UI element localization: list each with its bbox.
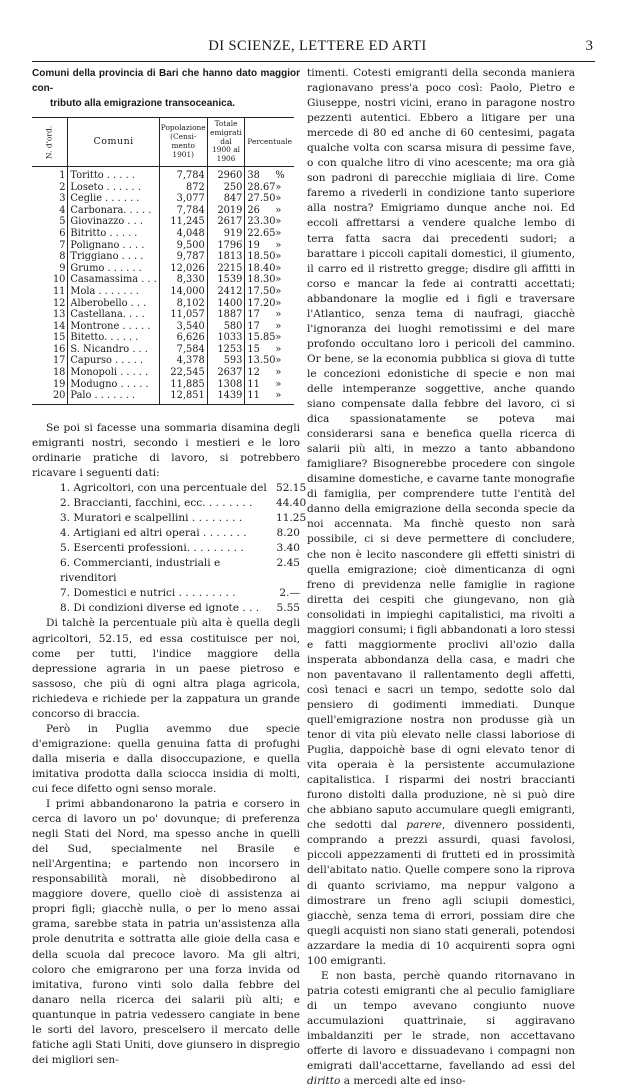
table-row	[32, 379, 294, 391]
occupation-list	[32, 481, 307, 616]
emigration-table	[32, 117, 294, 405]
row-comune: Palo . . . . . . .	[68, 390, 159, 404]
row-number: 6	[32, 228, 68, 240]
list-item: 3. Muratori e scalpellini . . . . . . . . 11.25	[60, 512, 307, 525]
row-number: 2	[32, 182, 68, 194]
list-item: 5. Esercenti professioni. . . . . . . . . 3.40	[60, 542, 300, 555]
row-percentage: 22.65»	[247, 227, 282, 239]
row-percentage: 26 »	[247, 204, 282, 216]
row-emigrants: 2215	[207, 263, 245, 275]
table-row	[32, 321, 294, 333]
row-number: 18	[32, 367, 68, 379]
row-percentage: 38 %	[247, 169, 285, 181]
row-emigrants: 580	[207, 321, 245, 333]
row-population: 872	[159, 182, 207, 194]
row-emigrants: 2960	[207, 166, 245, 181]
row-population: 12,851	[159, 390, 207, 404]
row-population: 7,584	[159, 344, 207, 356]
table-caption-line-1: Comuni della provincia di Bari che hanno dato maggior con-	[32, 68, 300, 94]
row-comune: Giovinazzo . . .	[68, 216, 159, 228]
row-population: 4,048	[159, 228, 207, 240]
table-row	[32, 182, 294, 194]
row-number: 14	[32, 321, 68, 333]
left-column	[32, 66, 307, 1068]
right-column	[307, 66, 575, 1089]
table-row	[32, 344, 294, 356]
row-emigrants: 1439	[207, 390, 245, 404]
row-number: 16	[32, 344, 68, 356]
row-percentage: 11 »	[247, 378, 282, 390]
row-percentage: 15 »	[247, 343, 282, 355]
row-population: 12,026	[159, 263, 207, 275]
row-comune: Polignano . . . .	[68, 240, 159, 252]
row-comune: Grumo . . . . . .	[68, 263, 159, 275]
col-header-emigrants: Totale emigrati dal 1900 al 1906	[207, 118, 245, 167]
row-comune: Castellana. . . .	[68, 309, 159, 321]
col-header-percentage: Percentuale	[245, 118, 294, 167]
row-population: 6,626	[159, 332, 207, 344]
row-comune: Triggiano . . . .	[68, 251, 159, 263]
row-emigrants: 2019	[207, 205, 245, 217]
row-emigrants: 1400	[207, 298, 245, 310]
row-number: 15	[32, 332, 68, 344]
row-emigrants: 2412	[207, 286, 245, 298]
row-comune: Toritto . . . . .	[68, 166, 159, 181]
row-number: 17	[32, 355, 68, 367]
table-row	[32, 274, 294, 286]
row-comune: Bitetto. . . . . .	[68, 332, 159, 344]
row-population: 14,000	[159, 286, 207, 298]
row-number: 8	[32, 251, 68, 263]
row-emigrants: 1033	[207, 332, 245, 344]
row-number: 11	[32, 286, 68, 298]
row-population: 3,540	[159, 321, 207, 333]
table-caption-line-2: tributo alla emigrazione transoceanica.	[50, 98, 236, 109]
table-row	[32, 240, 294, 252]
row-comune: S. Nicandro . . .	[68, 344, 159, 356]
row-comune: Monopoli . . . . .	[68, 367, 159, 379]
running-title: DI SCIENZE, LETTERE ED ARTI	[208, 38, 427, 54]
row-percentage: 13.50»	[247, 355, 282, 367]
row-number: 13	[32, 309, 68, 321]
row-number: 7	[32, 240, 68, 252]
left-paragraph-1: Se poi si facesse una sommaria disamina degli emigranti nostri, secondo i mestieri e le loro ordinarie pratiche di lavoro, si potrebbero ricavare i seguenti dati:	[32, 421, 300, 479]
row-emigrants: 2617	[207, 216, 245, 228]
row-number: 1	[32, 166, 68, 181]
row-percentage: 17.50»	[247, 285, 282, 297]
row-emigrants: 250	[207, 182, 245, 194]
row-population: 8,102	[159, 298, 207, 310]
row-number: 4	[32, 205, 68, 217]
page-number: 3	[585, 38, 593, 54]
row-emigrants: 593	[207, 355, 245, 367]
table-header-row	[32, 118, 294, 167]
table-body	[32, 166, 294, 404]
row-population: 11,057	[159, 309, 207, 321]
table-row	[32, 263, 294, 275]
row-percentage: 17.20»	[247, 297, 282, 309]
left-paragraph-2: Di talchè la percentuale più alta è quella degli agricoltori, 52.15, ed essa costituisce per noi, come per tutti, l'indice maggiore della depressione agraria in un paese pietroso e sassoso, che più di ogni altra plaga agricola, richiedeva e richiede per la zappatura un grande concorso di braccia.	[32, 617, 300, 720]
row-number: 19	[32, 379, 68, 391]
row-number: 5	[32, 216, 68, 228]
list-item: 6. Commercianti, industriali e rivenditori 2.45	[60, 557, 300, 585]
col-header-population: Popolazione (Censi- mento 1901)	[159, 118, 207, 167]
table-row	[32, 205, 294, 217]
table-row	[32, 193, 294, 205]
list-item: 7. Domestici e nutrici . . . . . . . . . 2.—	[60, 587, 300, 600]
row-comune: Mola . . . . . . .	[68, 286, 159, 298]
row-comune: Casamassima . . .	[68, 274, 159, 286]
row-population: 8,330	[159, 274, 207, 286]
row-number: 9	[32, 263, 68, 275]
col-header-comuni: Comuni	[68, 118, 159, 167]
table-row	[32, 298, 294, 310]
list-item: 8. Di condizioni diverse ed ignote . . . 5.55	[60, 602, 300, 615]
row-population: 3,077	[159, 193, 207, 205]
row-percentage: 27.50»	[247, 193, 282, 205]
header-rule	[32, 61, 595, 62]
row-percentage: 18.30»	[247, 274, 282, 286]
row-emigrants: 1813	[207, 251, 245, 263]
row-comune: Modugno . . . . .	[68, 379, 159, 391]
table-row	[32, 332, 294, 344]
row-number: 3	[32, 193, 68, 205]
list-item: 4. Artigiani ed altri operai . . . . . . . 8.20	[60, 527, 300, 540]
row-population: 9,500	[159, 240, 207, 252]
row-percentage: 19 »	[247, 239, 282, 251]
row-percentage: 12 »	[247, 367, 282, 379]
row-population: 7,784	[159, 166, 207, 181]
row-percentage: 18.50»	[247, 251, 282, 263]
table-row	[32, 390, 294, 404]
row-population: 9,787	[159, 251, 207, 263]
row-number: 10	[32, 274, 68, 286]
table-row	[32, 355, 294, 367]
row-percentage: 11 »	[245, 390, 294, 404]
right-paragraph-2: E non basta, perchè quando ritornavano in patria cotesti emigranti che al peculio famigliare di un tempo avevano congiunto nuove accumulazioni quattrinaie, si aggiravano imbaldanziti per le strade, non accettavano offerte di lavoro e dissuadevano i compagni non emigrati dall'accettarne, favellando ad essi del diritto a mercedi alte ed inso-	[307, 969, 575, 1088]
table-row	[32, 216, 294, 228]
row-comune: Carbonara. . . . .	[68, 205, 159, 217]
row-population: 4,378	[159, 355, 207, 367]
row-population: 11,885	[159, 379, 207, 391]
row-comune: Ceglie . . . . . .	[68, 193, 159, 205]
row-emigrants: 847	[207, 193, 245, 205]
left-paragraph-4: I primi abbandonarono la patria e corsero in cerca di lavoro un po' dovunque; di preferenza negli Stati del Nord, ma spesso anche in quelli del Sud, specialmente nel Brasile e nell'Argentina; e partendo non incorsero in responsabilità morali, nè disobbedirono al maggiore dovere, quello cioè di assistenza ai propri figli; giacchè nulla, o per lo meno assai grama, sarebbe stata in patria un'assistenza alla prole denutrita e sottratta alle gioie della casa e della scuola dal precoce lavoro. Ma gli altri, coloro che emigrarono per una forza invida od imitativa, furono vinti solo dalla febbre del danaro nella ricerca dei salarii più alti; e quantunque in patria vedessero cangiate in bene le sorti del lavoro, prescelsero il mercato delle fatiche agli Stati Uniti, dove giunsero in dispregio dei migliori sen-	[32, 798, 300, 1066]
list-item: 2. Braccianti, facchini, ecc. . . . . . . . 44.40	[60, 497, 307, 510]
row-comune: Alberobello . . .	[68, 298, 159, 310]
list-item: 1. Agricoltori, con una percentuale del 52.15	[60, 482, 307, 495]
table-row	[32, 309, 294, 321]
table-row	[32, 166, 294, 181]
row-percentage: 18.40»	[247, 262, 282, 274]
row-percentage: 28.67»	[247, 181, 282, 193]
row-emigrants: 1308	[207, 379, 245, 391]
row-emigrants: 1539	[207, 274, 245, 286]
row-population: 7,784	[159, 205, 207, 217]
table-row	[32, 367, 294, 379]
row-percentage: 23.30»	[247, 216, 282, 228]
row-emigrants: 2637	[207, 367, 245, 379]
row-emigrants: 1796	[207, 240, 245, 252]
col-header-number: N. d'ord.	[32, 118, 68, 167]
row-percentage: 17 »	[247, 309, 282, 321]
row-comune: Loseto . . . . . .	[68, 182, 159, 194]
table-row	[32, 251, 294, 263]
row-comune: Bitritto . . . . .	[68, 228, 159, 240]
running-header	[0, 38, 635, 58]
row-comune: Montrone . . . . .	[68, 321, 159, 333]
table-row	[32, 286, 294, 298]
row-number: 20	[32, 390, 68, 404]
row-emigrants: 1887	[207, 309, 245, 321]
row-population: 11,245	[159, 216, 207, 228]
table-row	[32, 228, 294, 240]
row-number: 12	[32, 298, 68, 310]
row-percentage: 17 »	[247, 320, 282, 332]
row-comune: Capurso . . . . .	[68, 355, 159, 367]
row-emigrants: 919	[207, 228, 245, 240]
right-paragraph-1: timenti. Cotesti emigranti della seconda maniera ragionavano press'a poco così: Paolo, Pietro e Giuseppe, nostri vicini, erano in paragone nostro pezzenti autentici. Ebbero a litigare per una mercede di 80 ed anche di 60 centesimi, pagata qualche volta con scarsa misura di pessime fave, o con qualche litro di vino acescente; ma ora già son padroni di parecchie migliaia di lire. Come faremo a rivederli in condizione tanto superiore alla nostra? Emigriamo dunque anche noi. Ed eccoli affrettarsi a vendere qualche lembo di terra fatta sacra dai precedenti sudori; a barattare i piccoli capitali domestici, il giumento, il carro ed il ristretto gregge; disdire gli affitti in corso e mancar la fede ai contratti accettati; abbandonare la moglie ed i figli e traversare l'Atlantico, senza tema di naufragi, giacchè l'ignoranza dei luoghi remotissimi e del mare profondo occultano loro i pericoli del cammino. Or bene, se la economia pubblica si giova di tutte le concezioni edonistiche di specie e non mai delle intemperanze soggettive, anche quando siano compensate dalla febbre del lavoro, ci si dica spassionatamente se poteva mai considerarsi sana e benefica quella ricerca di salarii più alti, in mezzo a tanto abbandono famigliare? Bisognerebbe procedere con singole disamine domestiche, e cavarne tante monografie di famiglia, per comprendere tutte l'entità del danno della emigrazione della seconda specie da noi accennata. Ma finchè questo non sarà possibile, ci si deve permettere di concludere, che non è lecito nascondere gli effetti sinistri di quella emigrazione; cioè dimenticanza di ogni freno di previdenza nelle famiglie in ragione diretta dei cespiti che giungevano, non già consolidati in impieghi capitalistici, ma rivolti a maggiori consumi; i figli abbandonati a loro stessi e fatti maggiormente proclivi all'ozio dalla insperata abbondanza della casa, e madri che non paventavano il rallentamento degli affetti, così tenaci e sacri un tempo, sedotte solo dal pensiero di godimenti immediati. Dunque quell'emigrazione nostra non produsse già un tenor di vita più elevato nelle classi laboriose di Puglia, dappoichè base di ogni elevato tenor di vita operaia è la persistente accumulazione capitalistica. I risparmi dei nostri braccianti furono distolti dalla produzione, nè si può dire che abbiano saputo accumulare quegli emigranti, che sedotti dal parere, divennero possidenti, comprando a prezzi assurdi, quasi favolosi, piccoli appezzamenti di frutteti ed in prossimità dell'abitato natio. Quelle compere sono la riprova di quanto scriviamo, ma neppur valgono a dimostrare un freno agli sciupii domestici, giacchè, senza tema di errori, possiam dire che quegli acquisti non siano stati generali, potendosi azzardare la media di 10 acquirenti sopra ogni 100 emigranti.	[307, 67, 575, 967]
left-paragraph-3: Però in Puglia avemmo due specie d'emigrazione: quella genuina fatta di profughi dalla miseria e dalla disoccupazione, e quella imitativa prodotta dalla sciocca insidia di molti, cui fece difetto ogni senso morale.	[32, 722, 300, 795]
row-percentage: 15.85»	[247, 332, 282, 344]
row-population: 22,545	[159, 367, 207, 379]
row-emigrants: 1253	[207, 344, 245, 356]
